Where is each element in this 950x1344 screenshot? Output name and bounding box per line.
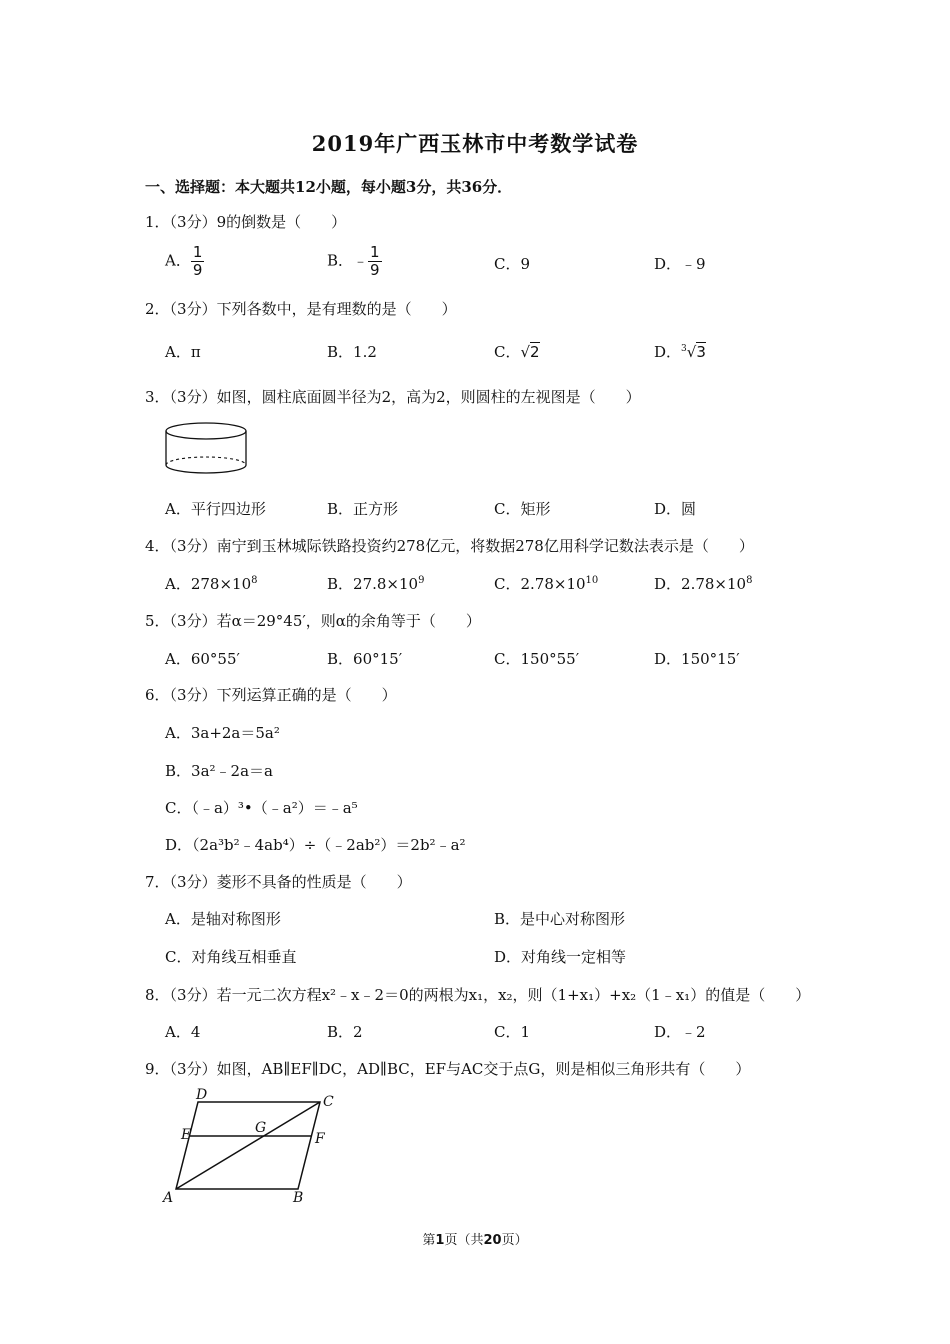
q3-option-c: C．矩形 <box>494 500 551 518</box>
q4-stem: 4．（3分）南宁到玉林城际铁路投资约278亿元，将数据278亿用科学记数法表示是（ ） <box>145 537 754 555</box>
section-heading: 一、选择题：本大题共12小题，每小题3分，共36分． <box>145 178 513 196</box>
q3-option-a: A．平行四边形 <box>165 500 266 518</box>
q6-option-b: B．3a²﹣2a＝a <box>165 762 273 780</box>
q2-option-b: B．1.2 <box>327 343 377 361</box>
q3-stem: 3．（3分）如图，圆柱底面圆半径为2，高为2，则圆柱的左视图是（ ） <box>145 388 641 406</box>
diagonal-ac <box>176 1102 320 1189</box>
q4-option-a: A．$278\times 10^8$ <box>165 575 258 593</box>
q1-option-a: A． $\frac{1}{9}$ <box>165 243 203 279</box>
q1-option-d: D．﹣9 <box>654 255 706 273</box>
q6-option-d: D．（2a³b²﹣4ab⁴）÷（﹣2ab²）＝2b²﹣a² <box>165 836 466 854</box>
q7-option-b: B．是中心对称图形 <box>494 910 626 928</box>
q5-option-b: B．60°15′ <box>327 650 403 668</box>
q6-stem: 6．（3分）下列运算正确的是（ ） <box>145 686 397 704</box>
page-footer: 第1页（共20页） <box>422 1233 528 1248</box>
parallelogram-figure <box>160 1085 350 1210</box>
q3-option-b: B．正方形 <box>327 500 399 518</box>
q7-option-d: D．对角线一定相等 <box>494 948 627 966</box>
label-c: C <box>323 1094 334 1110</box>
q5-option-a: A．60°55′ <box>165 650 240 668</box>
q8-option-b: B．2 <box>327 1023 363 1041</box>
q3-option-d: D．圆 <box>654 500 697 518</box>
label-g: G <box>255 1120 267 1136</box>
q1-stem: 1．（3分）9的倒数是（ ） <box>145 213 347 231</box>
label-b: B <box>293 1190 304 1206</box>
q4-option-c: C．$2.78\times 10^{10}$ <box>494 575 599 593</box>
q5-option-c: C．150°55′ <box>494 650 580 668</box>
q5-stem: 5．（3分）若α＝29°45′，则α的余角等于（ ） <box>145 612 481 630</box>
cylinder-figure <box>160 420 252 478</box>
q1-option-c: C．9 <box>494 255 531 273</box>
q8-option-d: D．﹣2 <box>654 1023 706 1041</box>
q6-option-c: C．（﹣a）³•（﹣a²）＝﹣a⁵ <box>165 799 358 817</box>
q8-option-a: A．4 <box>165 1023 201 1041</box>
q2-option-d: D．$^3$√3 <box>654 343 706 361</box>
q9-stem: 9．（3分）如图，AB∥EF∥DC，AD∥BC，EF与AC交于点G，则是相似三角形共有（ ） <box>145 1060 751 1078</box>
q7-option-a: A．是轴对称图形 <box>165 910 281 928</box>
q1-option-b: B．﹣ $\frac{1}{9}$ <box>327 243 380 279</box>
q7-option-c: C．对角线互相垂直 <box>165 948 297 966</box>
q4-option-b: B．$27.8\times 10^9$ <box>327 575 425 593</box>
q5-option-d: D．150°15′ <box>654 650 740 668</box>
q4-option-d: D．$2.78\times 10^8$ <box>654 575 753 593</box>
q8-option-c: C．1 <box>494 1023 531 1041</box>
label-a: A <box>163 1190 174 1206</box>
label-d: D <box>196 1087 208 1103</box>
q7-stem: 7．（3分）菱形不具备的性质是（ ） <box>145 873 412 891</box>
label-e: E <box>181 1127 192 1143</box>
label-f: F <box>315 1131 325 1147</box>
q8-stem: 8．（3分）若一元二次方程x²﹣x﹣2＝0的两根为x₁，x₂，则（1+x₁）+x₂（1﹣x₁）的值是（ ） <box>145 986 811 1004</box>
q6-option-a: A．3a+2a＝5a² <box>165 724 280 742</box>
page-title: 2019年广西玉林市中考数学试卷 <box>311 131 639 156</box>
q2-option-c: C．√2 <box>494 343 540 361</box>
q2-stem: 2．（3分）下列各数中，是有理数的是（ ） <box>145 300 457 318</box>
q2-option-a: A．π <box>165 343 201 361</box>
